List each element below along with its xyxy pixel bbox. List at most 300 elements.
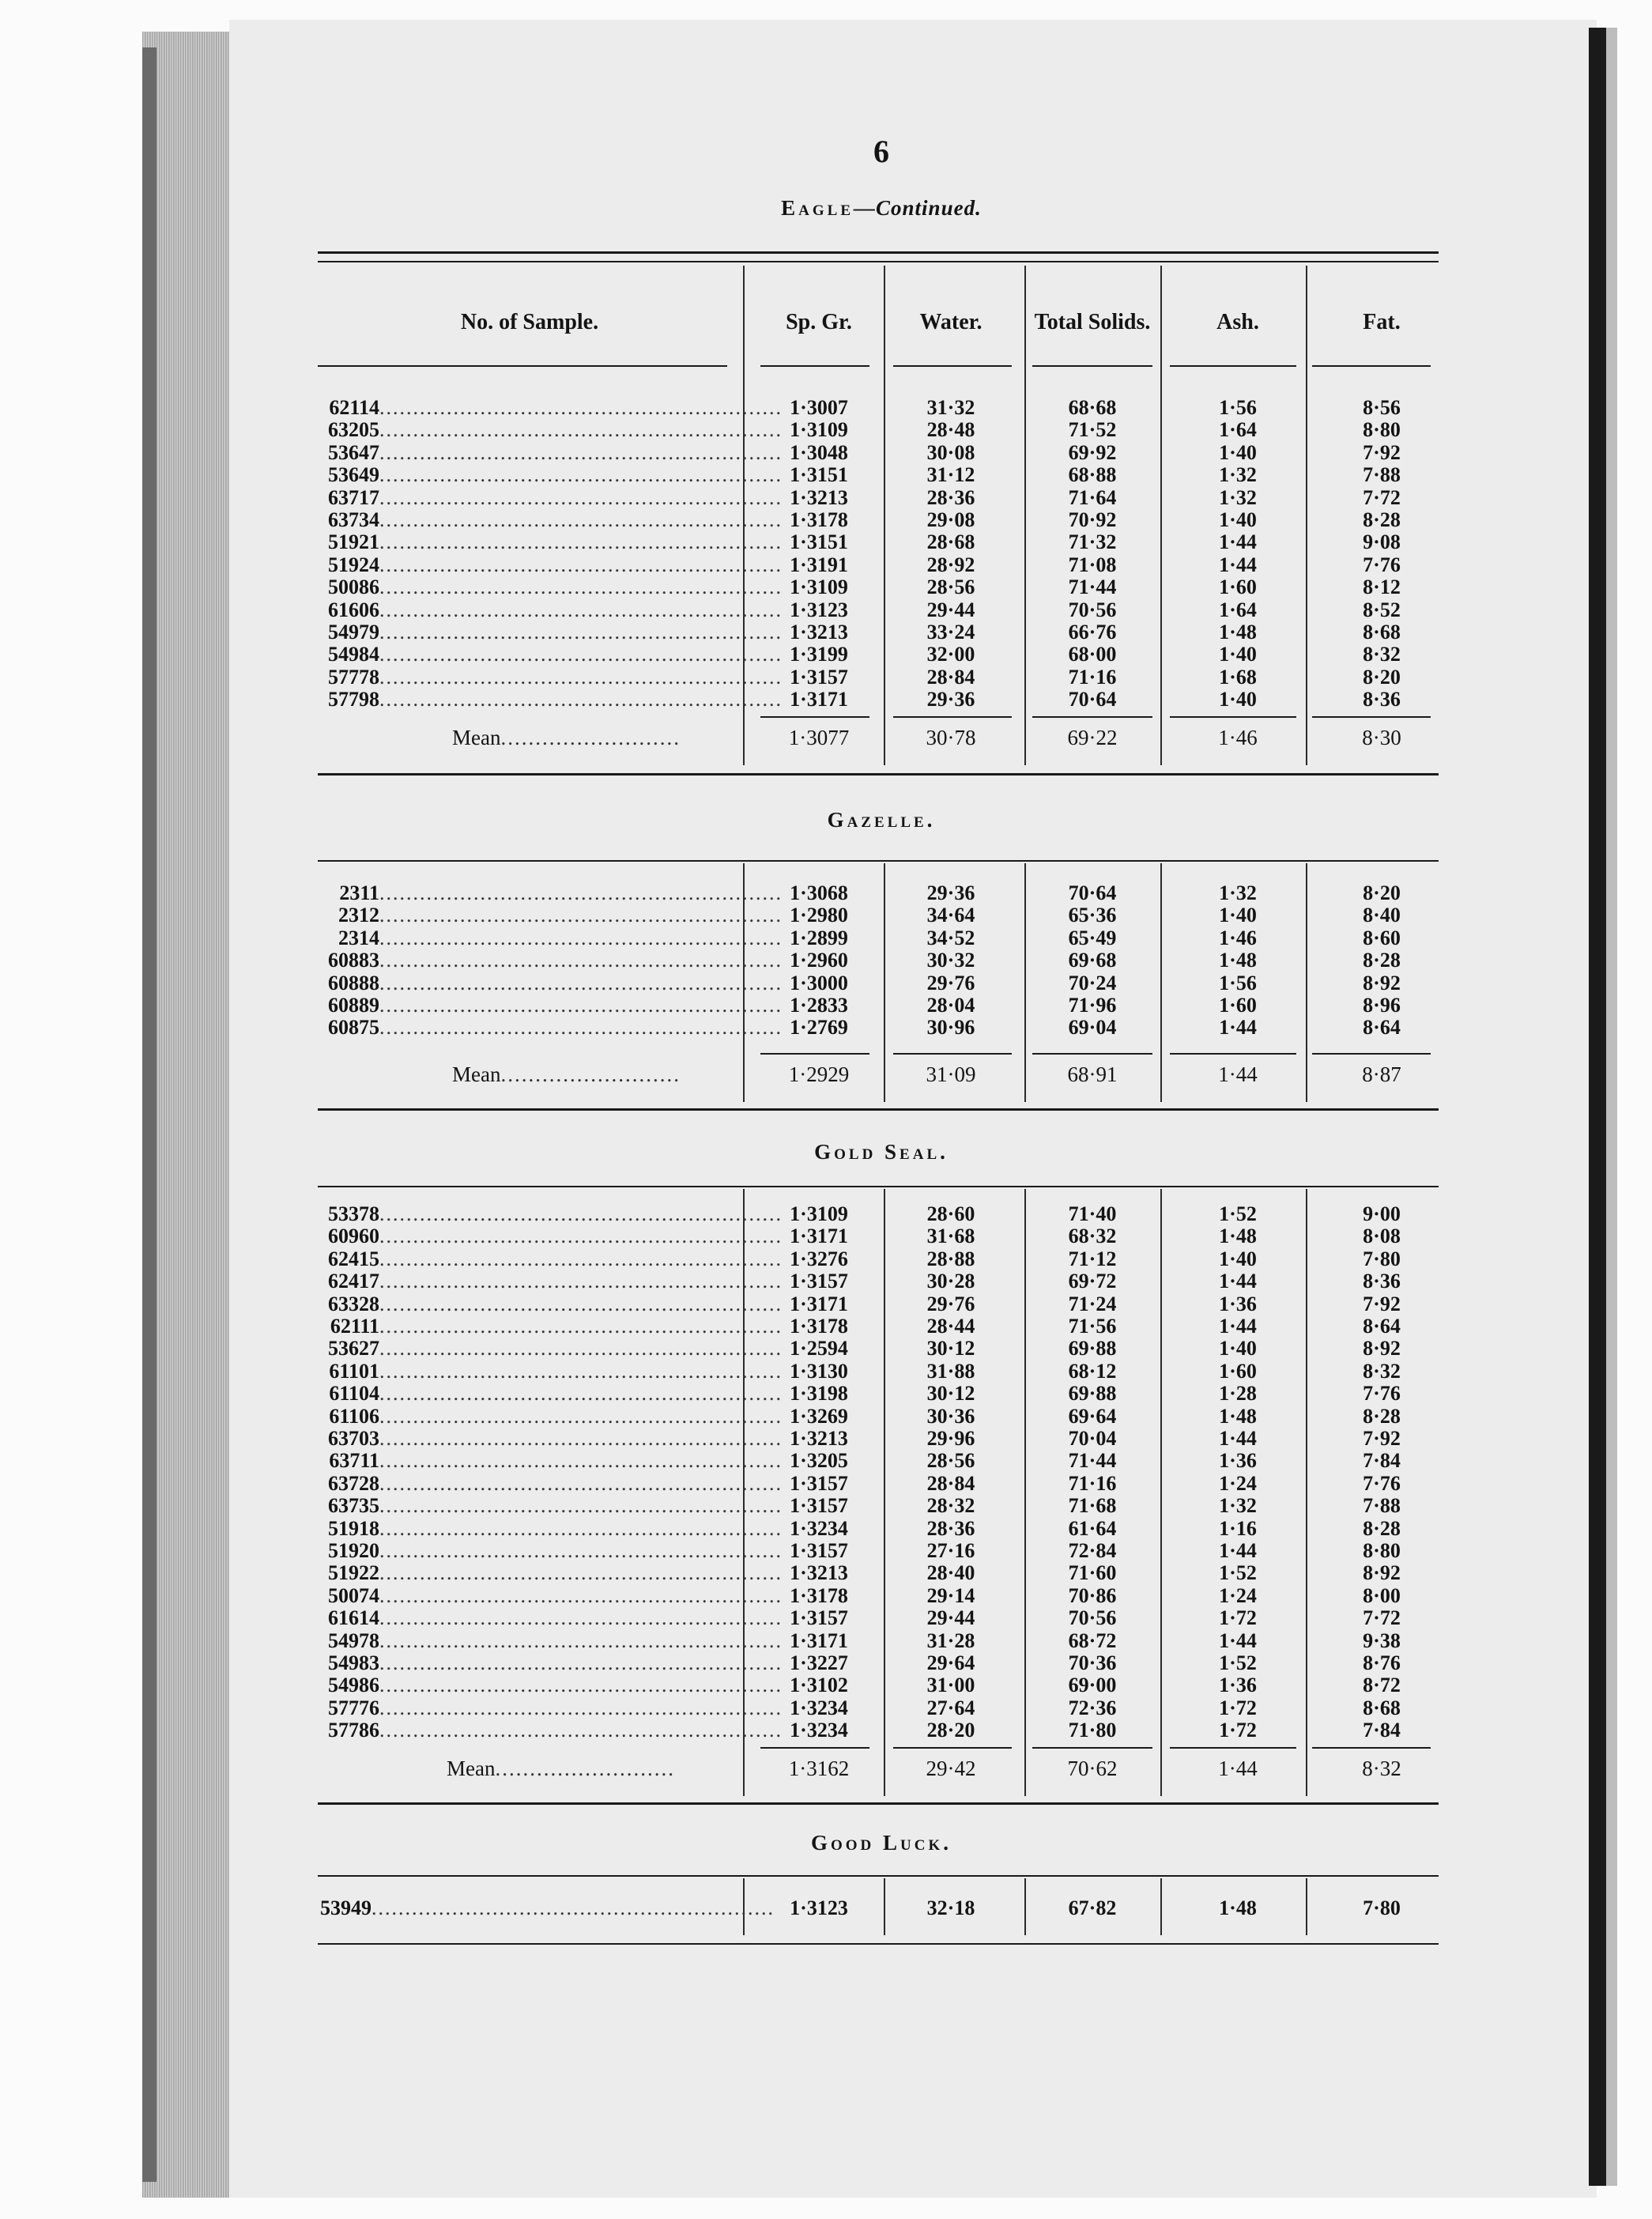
sample-number-cell (318, 643, 783, 666)
mean-value-3: 1·44 (1218, 1757, 1258, 1780)
value-cell-water: 29·36 (926, 688, 975, 711)
value-cell-ash: 1·24 (1219, 1471, 1257, 1495)
value-cell-total-solids: 71·56 (1068, 1315, 1117, 1338)
sample-number: 62417 (328, 1270, 379, 1293)
value-cell-fat: 8·20 (1363, 881, 1401, 904)
sample-number: 54984 (328, 643, 379, 666)
value-cell-ash: 1·32 (1219, 463, 1257, 487)
value-cell-sp-gr: 1·3178 (790, 1583, 848, 1607)
value-cell-water: 28·36 (926, 485, 975, 509)
value-cell-ash: 1·52 (1219, 1561, 1257, 1585)
value-cell-total-solids: 72·84 (1068, 1539, 1117, 1562)
value-cell-ash: 1·28 (1219, 1382, 1257, 1406)
sample-number-cell (318, 904, 783, 927)
value-cell-water: 28·84 (926, 665, 975, 689)
value-cell-water: 30·12 (926, 1337, 975, 1360)
leader-dots: ............................................................ (379, 1359, 783, 1383)
sample-number: 54978 (328, 1628, 379, 1652)
value-cell-fat: 8·28 (1363, 1404, 1401, 1428)
value-cell-sp-gr: 1·2833 (790, 994, 848, 1017)
value-cell-total-solids: 71·40 (1068, 1202, 1117, 1225)
sample-number: 57778 (328, 665, 379, 689)
leader-dots: ............................................................ (379, 1471, 783, 1495)
sample-number-cell (318, 1583, 783, 1607)
value-cell-fat: 8·08 (1363, 1225, 1401, 1248)
leader-dots: ............................................................ (379, 881, 783, 904)
value-cell-ash: 1·48 (1219, 1225, 1257, 1248)
table-row (0, 1562, 1652, 1584)
table-row (0, 1540, 1652, 1562)
value-cell-ash: 1·24 (1219, 1583, 1257, 1607)
header-underline-2 (1032, 365, 1152, 367)
sample-number-cell (318, 665, 783, 689)
table-row (0, 621, 1652, 643)
value-cell-fat: 7·72 (1363, 485, 1401, 509)
leader-dots: ............................................................ (379, 1270, 783, 1293)
leader-dots: ............................................................ (379, 621, 783, 643)
leader-dots: ............................................................ (379, 1404, 783, 1428)
mean-value-3: 1·46 (1218, 726, 1258, 749)
leader-dots: ............................................................ (379, 1539, 783, 1562)
table-row (0, 554, 1652, 576)
value-cell-fat: 9·38 (1363, 1628, 1401, 1652)
value-cell-sp-gr: 1·2899 (790, 926, 848, 949)
value-cell-ash: 1·36 (1219, 1449, 1257, 1473)
leader-dots: ............................................................ (379, 994, 783, 1017)
mean-overline-0 (760, 1747, 869, 1749)
value-cell-sp-gr: 1·3109 (790, 1202, 848, 1225)
value-cell-total-solids: 70·56 (1068, 598, 1117, 621)
sample-number-cell (318, 418, 783, 442)
value-cell-water: 28·36 (926, 1516, 975, 1540)
value-cell-total-solids: 69·72 (1068, 1270, 1117, 1293)
value-cell-ash: 1·52 (1219, 1651, 1257, 1674)
column-header-4: Ash. (1216, 310, 1259, 334)
value-cell-fat: 8·00 (1363, 1583, 1401, 1607)
table-row (0, 1315, 1652, 1338)
sample-number: 51918 (328, 1516, 379, 1540)
sample-number-cell (318, 1292, 783, 1315)
leader-dots: .......................... (500, 726, 681, 749)
sample-number: 51924 (328, 553, 379, 576)
value-cell-ash: 1·40 (1219, 508, 1257, 531)
section-top-rule-2 (318, 1186, 1439, 1187)
value-cell-fat: 8·92 (1363, 971, 1401, 994)
mean-value-4: 8·30 (1362, 726, 1401, 749)
value-cell-ash: 1·16 (1219, 1516, 1257, 1540)
value-cell-total-solids: 71·44 (1068, 1449, 1117, 1473)
value-cell-fat: 8·76 (1363, 1651, 1401, 1674)
leader-dots: ............................................................ (379, 1561, 783, 1585)
leader-dots: ............................................................ (379, 1315, 783, 1338)
sample-number-cell (318, 1494, 783, 1518)
value-cell-sp-gr: 1·3048 (790, 440, 848, 464)
leader-dots: ............................................................ (379, 1247, 783, 1270)
value-cell-total-solids: 71·60 (1068, 1561, 1117, 1585)
mean-label-text: Mean (447, 1757, 496, 1780)
sample-number: 60883 (328, 949, 379, 972)
mean-value-4: 8·32 (1362, 1757, 1401, 1780)
value-cell-fat: 7·92 (1363, 440, 1401, 464)
column-header-1: Sp. Gr. (786, 310, 852, 334)
table-row (0, 1225, 1652, 1247)
leader-dots: ............................................................ (379, 926, 783, 949)
table-row (0, 1338, 1652, 1360)
value-cell-ash: 1·44 (1219, 1016, 1257, 1040)
value-cell-sp-gr: 1·3123 (790, 1896, 848, 1919)
header-divider-2 (1024, 266, 1026, 372)
leader-dots: ............................................................ (372, 1896, 775, 1919)
table-row (0, 1697, 1652, 1719)
value-cell-sp-gr: 1·3198 (790, 1382, 848, 1406)
value-cell-sp-gr: 1·3199 (790, 643, 848, 666)
header-underline-0 (760, 365, 869, 367)
leader-dots: ............................................................ (379, 665, 783, 689)
value-cell-fat: 7·80 (1363, 1247, 1401, 1270)
sample-number-cell (318, 1404, 783, 1428)
leader-dots: ............................................................ (379, 463, 783, 487)
sample-number-cell (318, 576, 783, 599)
leader-dots: ............................................................ (379, 508, 783, 531)
value-cell-ash: 1·44 (1219, 530, 1257, 554)
mean-value-0: 1·2929 (788, 1062, 850, 1086)
table-row (0, 599, 1652, 621)
table-top-rule (318, 251, 1439, 254)
value-cell-fat: 8·68 (1363, 1696, 1401, 1719)
sample-number-cell (318, 1225, 783, 1248)
value-cell-fat: 8·68 (1363, 621, 1401, 643)
table-top-rule-inner (318, 261, 1439, 262)
value-cell-water: 28·60 (926, 1202, 975, 1225)
table-row (0, 666, 1652, 689)
value-cell-ash: 1·40 (1219, 904, 1257, 927)
value-cell-sp-gr: 1·3178 (790, 508, 848, 531)
value-cell-ash: 1·72 (1219, 1696, 1257, 1719)
header-continued-text: —Continued. (854, 196, 982, 220)
value-cell-sp-gr: 1·3102 (790, 1674, 848, 1697)
value-cell-sp-gr: 1·3157 (790, 1471, 848, 1495)
sample-number-cell (318, 1270, 783, 1293)
table-row (0, 904, 1652, 926)
leader-dots: ............................................................ (379, 1651, 783, 1674)
table-row (0, 1652, 1652, 1674)
header-underline-3 (1170, 365, 1296, 367)
table-row (0, 509, 1652, 531)
value-cell-sp-gr: 1·3213 (790, 485, 848, 509)
value-cell-sp-gr: 1·3157 (790, 1494, 848, 1518)
leader-dots: ............................................................ (379, 1382, 783, 1406)
value-cell-fat: 7·92 (1363, 1427, 1401, 1450)
value-cell-sp-gr: 1·3213 (790, 1561, 848, 1585)
value-cell-ash: 1·40 (1219, 643, 1257, 666)
mean-overline-4 (1312, 716, 1431, 718)
leader-dots: ............................................................ (379, 530, 783, 554)
header-underline-1 (893, 365, 1012, 367)
value-cell-sp-gr: 1·3269 (790, 1404, 848, 1428)
value-cell-fat: 7·88 (1363, 1494, 1401, 1518)
section-title-1: Gazelle. (827, 808, 936, 832)
section-bottom-rule-1 (318, 1108, 1439, 1111)
value-cell-ash: 1·64 (1219, 418, 1257, 442)
value-cell-total-solids: 71·80 (1068, 1719, 1117, 1742)
table-row (0, 442, 1652, 464)
value-cell-fat: 7·76 (1363, 553, 1401, 576)
value-cell-total-solids: 72·36 (1068, 1696, 1117, 1719)
mean-value-1: 29·42 (926, 1757, 976, 1780)
value-cell-fat: 8·92 (1363, 1337, 1401, 1360)
value-cell-ash: 1·44 (1219, 1628, 1257, 1652)
value-cell-sp-gr: 1·3234 (790, 1516, 848, 1540)
section-bottom-rule-3 (318, 1943, 1439, 1945)
leader-dots: ............................................................ (379, 396, 783, 419)
header-divider-4 (1306, 266, 1307, 372)
value-cell-fat: 9·00 (1363, 1202, 1401, 1225)
sample-number: 62114 (329, 396, 379, 419)
value-cell-water: 30·32 (926, 949, 975, 972)
value-cell-ash: 1·48 (1219, 949, 1257, 972)
value-cell-fat: 8·28 (1363, 508, 1401, 531)
sample-number-cell (318, 1337, 783, 1360)
sample-number: 51922 (328, 1561, 379, 1585)
value-cell-sp-gr: 1·3205 (790, 1449, 848, 1473)
leader-dots: ............................................................ (379, 418, 783, 442)
section-title-3: Good Luck. (810, 1831, 952, 1855)
value-cell-sp-gr: 1·3171 (790, 1225, 848, 1248)
value-cell-water: 29·14 (926, 1583, 975, 1607)
sample-number: 60888 (328, 971, 379, 994)
sample-number-cell (318, 926, 783, 949)
value-cell-total-solids: 71·16 (1068, 1471, 1117, 1495)
value-cell-total-solids: 70·36 (1068, 1651, 1117, 1674)
value-cell-water: 30·96 (926, 1016, 975, 1040)
mean-value-0: 1·3162 (788, 1757, 850, 1780)
value-cell-total-solids: 69·92 (1068, 440, 1117, 464)
table-row (0, 1518, 1652, 1540)
value-cell-water: 31·28 (926, 1628, 975, 1652)
sample-number-cell (318, 1427, 783, 1450)
mean-value-2: 70·62 (1067, 1757, 1118, 1780)
value-cell-total-solids: 68·72 (1068, 1628, 1117, 1652)
sample-number-cell (318, 1539, 783, 1562)
value-cell-water: 28·40 (926, 1561, 975, 1585)
sample-number-cell (318, 1382, 783, 1406)
value-cell-fat: 8·32 (1363, 1359, 1401, 1383)
value-cell-sp-gr: 1·3276 (790, 1247, 848, 1270)
leader-dots: ............................................................ (379, 949, 783, 972)
value-cell-total-solids: 65·36 (1068, 904, 1117, 927)
sample-number: 63717 (328, 485, 379, 509)
mean-label (447, 1757, 675, 1781)
value-cell-water: 28·04 (926, 994, 975, 1017)
sample-number: 2312 (338, 904, 379, 927)
sample-number: 53378 (328, 1202, 379, 1225)
value-cell-water: 30·28 (926, 1270, 975, 1293)
value-cell-total-solids: 71·16 (1068, 665, 1117, 689)
sample-number: 53627 (328, 1337, 379, 1360)
leader-dots: ............................................................ (379, 1494, 783, 1518)
value-cell-ash: 1·56 (1219, 396, 1257, 419)
value-cell-total-solids: 71·52 (1068, 418, 1117, 442)
sample-number-cell (318, 553, 783, 576)
sample-number-cell (318, 598, 783, 621)
value-cell-ash: 1·44 (1219, 1427, 1257, 1450)
mean-value-4: 8·87 (1362, 1062, 1401, 1086)
sample-number-cell (318, 1247, 783, 1270)
leader-dots: .......................... (495, 1757, 675, 1780)
sample-number: 57776 (328, 1696, 379, 1719)
mean-value-1: 31·09 (926, 1062, 976, 1086)
value-cell-water: 30·08 (926, 440, 975, 464)
value-cell-total-solids: 69·88 (1068, 1337, 1117, 1360)
value-cell-ash: 1·40 (1219, 1247, 1257, 1270)
value-cell-sp-gr: 1·3171 (790, 1292, 848, 1315)
mean-overline-1 (893, 1747, 1012, 1749)
mean-overline-4 (1312, 1747, 1431, 1749)
leader-dots: ............................................................ (379, 598, 783, 621)
value-cell-water: 31·00 (926, 1674, 975, 1697)
table-row (0, 576, 1652, 598)
sample-number-cell (318, 1674, 783, 1697)
value-cell-water: 28·84 (926, 1471, 975, 1495)
sample-number: 60875 (328, 1016, 379, 1040)
column-header-0: No. of Sample. (460, 310, 599, 334)
leader-dots: ............................................................ (379, 1202, 783, 1225)
table-row (0, 1360, 1652, 1383)
value-cell-fat: 8·60 (1363, 926, 1401, 949)
table-row (0, 1383, 1652, 1405)
sample-number: 57798 (328, 688, 379, 711)
value-cell-total-solids: 65·49 (1068, 926, 1117, 949)
value-cell-water: 28·88 (926, 1247, 975, 1270)
value-cell-water: 28·92 (926, 553, 975, 576)
mean-overline-2 (1032, 1747, 1152, 1749)
sample-number-cell (318, 530, 783, 554)
value-cell-ash: 1·44 (1219, 1270, 1257, 1293)
value-cell-ash: 1·48 (1219, 1404, 1257, 1428)
value-cell-total-solids: 70·92 (1068, 508, 1117, 531)
leader-dots: ............................................................ (379, 1449, 783, 1473)
sample-number: 61606 (328, 598, 379, 621)
sample-number: 53647 (328, 440, 379, 464)
sample-number-cell (318, 1719, 783, 1742)
value-cell-sp-gr: 1·3234 (790, 1696, 848, 1719)
sample-number: 63734 (328, 508, 379, 531)
table-row (0, 1607, 1652, 1629)
value-cell-total-solids: 68·88 (1068, 463, 1117, 487)
value-cell-sp-gr: 1·3007 (790, 396, 848, 419)
table-row (0, 1270, 1652, 1293)
leader-dots: ............................................................ (379, 576, 783, 599)
value-cell-water: 28·56 (926, 576, 975, 599)
table-row (0, 397, 1652, 419)
mean-overline-0 (760, 716, 869, 718)
sample-number: 53949 (320, 1896, 372, 1919)
value-cell-sp-gr: 1·3068 (790, 881, 848, 904)
header-divider-3 (1160, 266, 1162, 372)
value-cell-sp-gr: 1·3109 (790, 576, 848, 599)
leader-dots: ............................................................ (379, 1016, 783, 1040)
value-cell-water: 34·64 (926, 904, 975, 927)
value-cell-sp-gr: 1·3000 (790, 971, 848, 994)
mean-overline-1 (893, 716, 1012, 718)
value-cell-fat: 9·08 (1363, 530, 1401, 554)
value-cell-ash: 1·32 (1219, 485, 1257, 509)
mean-label (452, 1062, 681, 1087)
value-cell-water: 28·68 (926, 530, 975, 554)
table-row (0, 1293, 1652, 1315)
sample-number-cell (318, 971, 783, 994)
sample-number-cell (318, 881, 783, 904)
value-cell-water: 28·32 (926, 1494, 975, 1518)
sample-number-cell (318, 485, 783, 509)
value-cell-sp-gr: 1·3191 (790, 553, 848, 576)
value-cell-fat: 7·84 (1363, 1449, 1401, 1473)
value-cell-ash: 1·60 (1219, 1359, 1257, 1383)
table-row (0, 994, 1652, 1017)
value-cell-sp-gr: 1·3227 (790, 1651, 848, 1674)
value-cell-ash: 1·32 (1219, 881, 1257, 904)
column-header-2: Water. (919, 310, 983, 334)
value-cell-total-solids: 69·68 (1068, 949, 1117, 972)
sample-number: 63703 (328, 1427, 379, 1450)
value-cell-water: 28·20 (926, 1719, 975, 1742)
value-cell-total-solids: 66·76 (1068, 621, 1117, 643)
value-cell-total-solids: 71·44 (1068, 576, 1117, 599)
value-cell-water: 34·52 (926, 926, 975, 949)
table-row (0, 531, 1652, 553)
value-cell-total-solids: 69·00 (1068, 1674, 1117, 1697)
value-cell-fat: 7·88 (1363, 463, 1401, 487)
leader-dots: ............................................................ (379, 1628, 783, 1652)
leader-dots: .......................... (500, 1062, 681, 1086)
sample-number: 61106 (329, 1404, 379, 1428)
table-row (0, 643, 1652, 666)
value-cell-ash: 1·56 (1219, 971, 1257, 994)
page-header-title (703, 196, 1059, 221)
value-cell-sp-gr: 1·3157 (790, 665, 848, 689)
sample-number-cell (318, 1016, 783, 1040)
sample-number: 57786 (328, 1719, 379, 1742)
leader-dots: ............................................................ (379, 1606, 783, 1630)
table-row (0, 1719, 1652, 1742)
value-cell-water: 28·56 (926, 1449, 975, 1473)
sample-number: 61104 (329, 1382, 379, 1406)
value-cell-total-solids: 67·82 (1068, 1896, 1117, 1919)
value-cell-total-solids: 70·04 (1068, 1427, 1117, 1450)
value-cell-total-solids: 69·64 (1068, 1404, 1117, 1428)
sample-number: 63728 (328, 1471, 379, 1495)
table-row (0, 972, 1652, 994)
sample-number: 61101 (329, 1359, 379, 1383)
value-cell-total-solids: 70·24 (1068, 971, 1117, 994)
leader-dots: ............................................................ (379, 553, 783, 576)
mean-overline-3 (1170, 1747, 1296, 1749)
table-row (0, 1203, 1652, 1225)
value-cell-total-solids: 68·32 (1068, 1225, 1117, 1248)
header-underline-sample (318, 365, 727, 367)
mean-overline-2 (1032, 716, 1152, 718)
value-cell-total-solids: 71·24 (1068, 1292, 1117, 1315)
value-cell-water: 33·24 (926, 621, 975, 643)
value-cell-fat: 7·72 (1363, 1606, 1401, 1630)
section-top-rule-1 (318, 860, 1439, 862)
leader-dots: ............................................................ (379, 688, 783, 711)
sample-number: 53649 (328, 463, 379, 487)
table-row (0, 1450, 1652, 1472)
section-top-rule-3 (318, 1875, 1439, 1877)
table-row (0, 1428, 1652, 1450)
sample-number: 61614 (328, 1606, 379, 1630)
